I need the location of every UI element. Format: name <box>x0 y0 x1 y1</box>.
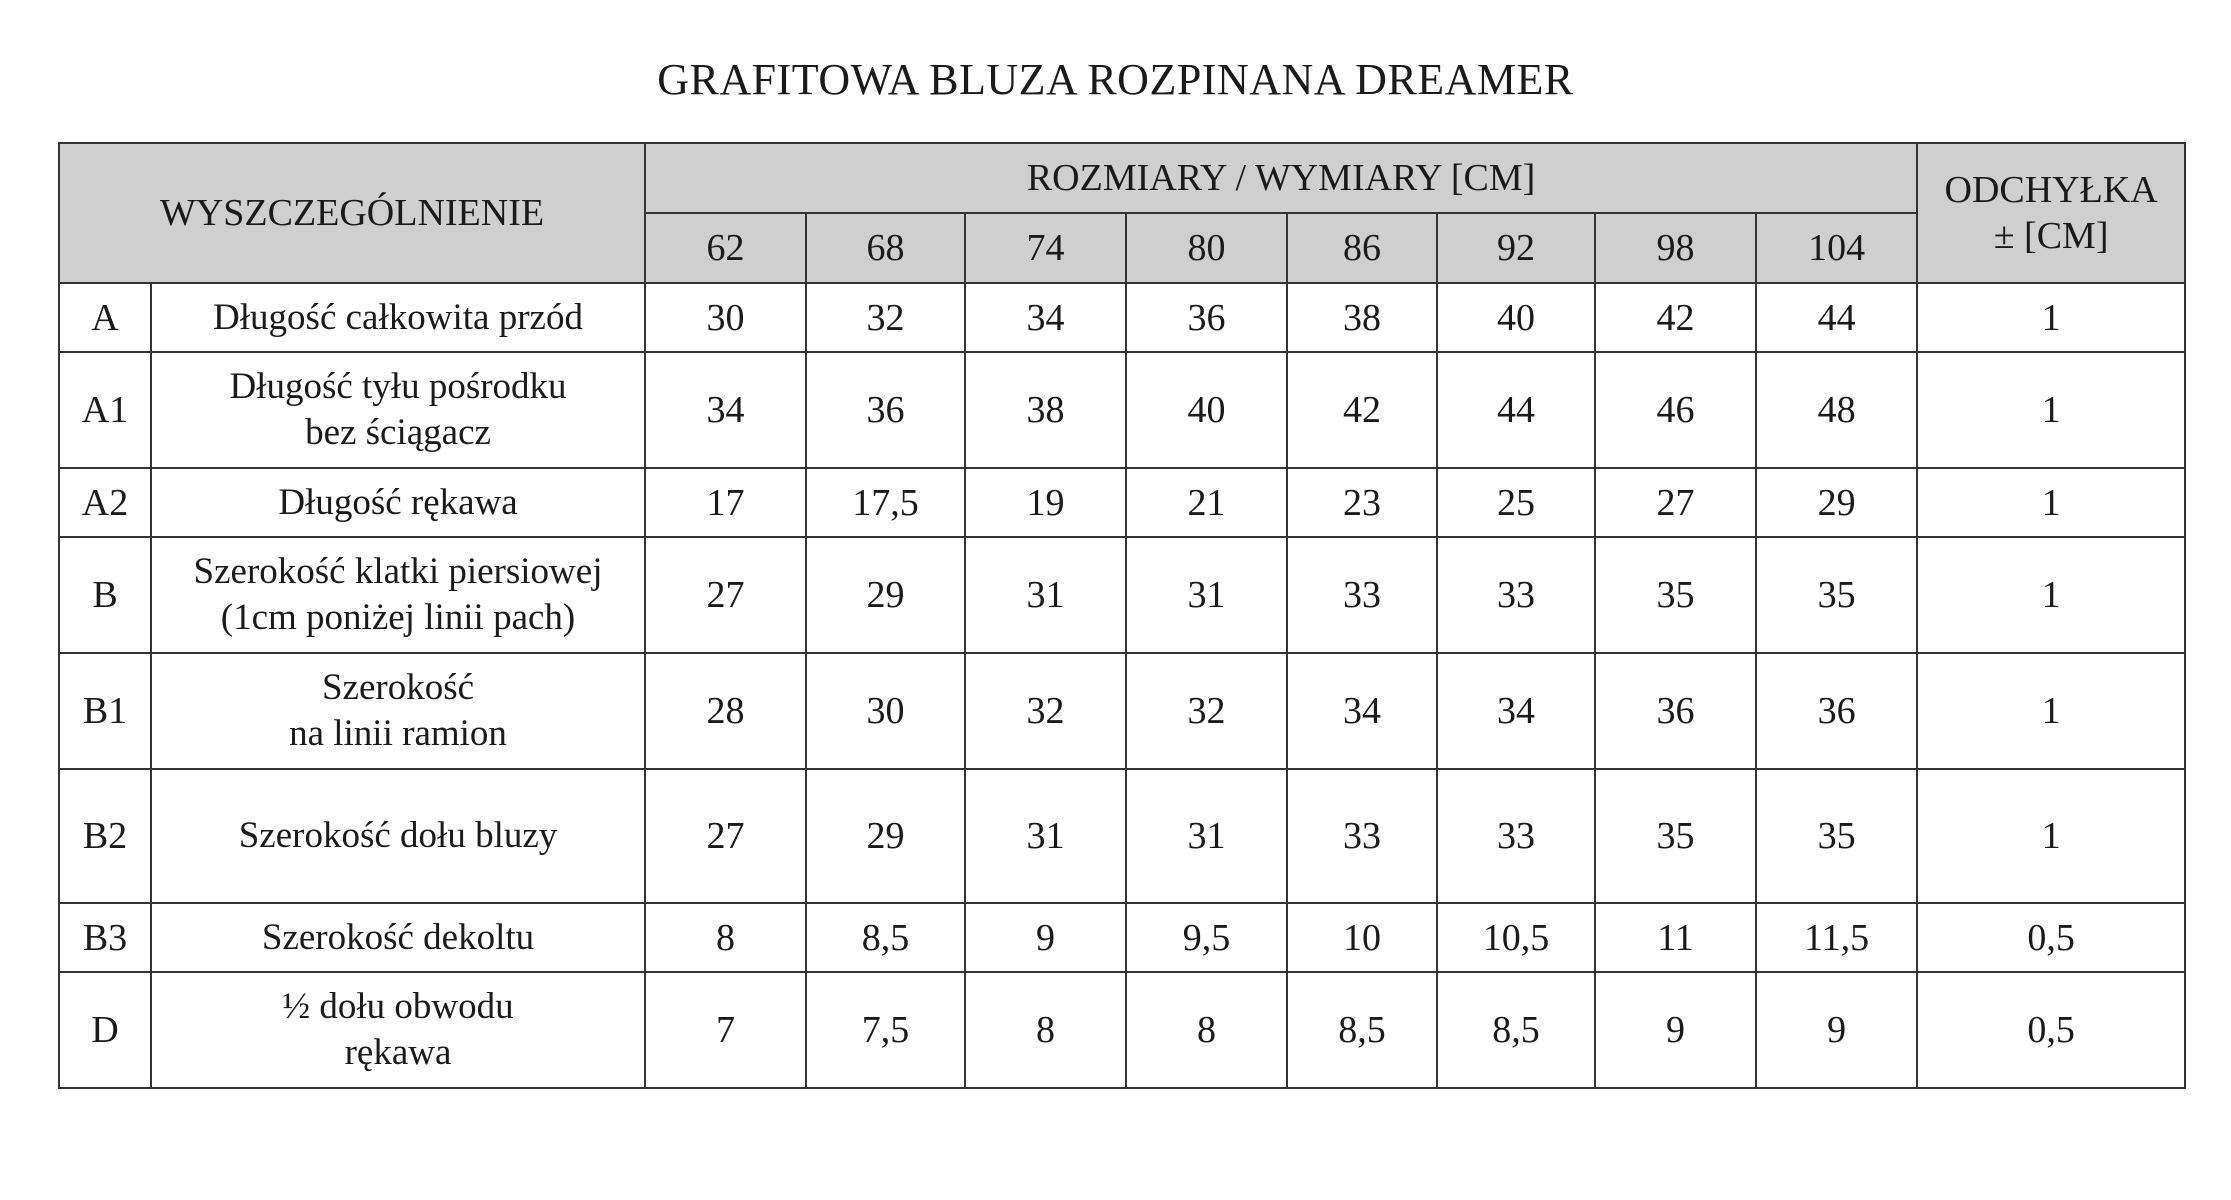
table-row <box>59 537 2185 653</box>
size-value-cell: 8 <box>1126 972 1287 1088</box>
size-value-cell: 36 <box>1756 653 1917 769</box>
size-value-cell: 25 <box>1437 468 1595 537</box>
tolerance-cell: 1 <box>1917 283 2185 352</box>
size-value-cell: 19 <box>965 468 1126 537</box>
table-body <box>59 283 2185 1088</box>
size-value-cell: 17 <box>645 468 806 537</box>
row-label: Długość tyłu pośrodku bez ściągacz <box>151 352 645 468</box>
size-value-cell: 27 <box>645 769 806 903</box>
size-header: 74 <box>965 213 1126 283</box>
size-value-cell: 34 <box>645 352 806 468</box>
size-value-cell: 42 <box>1595 283 1756 352</box>
table-header <box>59 143 2185 283</box>
row-code: B <box>59 537 151 653</box>
table-row <box>59 468 2185 537</box>
size-value-cell: 36 <box>1126 283 1287 352</box>
size-value-cell: 29 <box>806 537 965 653</box>
size-value-cell: 8,5 <box>1287 972 1437 1088</box>
size-value-cell: 38 <box>965 352 1126 468</box>
spec-header: WYSZCZEGÓLNIENIE <box>59 143 645 283</box>
tolerance-header: ODCHYŁKA ± [CM] <box>1917 143 2185 283</box>
row-code: A <box>59 283 151 352</box>
size-value-cell: 30 <box>645 283 806 352</box>
size-value-cell: 46 <box>1595 352 1756 468</box>
size-value-cell: 9 <box>1595 972 1756 1088</box>
size-value-cell: 40 <box>1437 283 1595 352</box>
size-value-cell: 33 <box>1287 769 1437 903</box>
row-label: Szerokość klatki piersiowej (1cm poniżej linii pach) <box>151 537 645 653</box>
size-value-cell: 35 <box>1595 769 1756 903</box>
size-value-cell: 28 <box>645 653 806 769</box>
tolerance-cell: 1 <box>1917 769 2185 903</box>
tolerance-cell: 1 <box>1917 653 2185 769</box>
size-value-cell: 9 <box>1756 972 1917 1088</box>
size-value-cell: 42 <box>1287 352 1437 468</box>
tolerance-cell: 0,5 <box>1917 972 2185 1088</box>
row-code: B2 <box>59 769 151 903</box>
size-value-cell: 34 <box>1437 653 1595 769</box>
size-value-cell: 7,5 <box>806 972 965 1088</box>
size-table <box>58 142 2186 1089</box>
row-label: Szerokość dołu bluzy <box>151 769 645 903</box>
size-value-cell: 17,5 <box>806 468 965 537</box>
tolerance-cell: 1 <box>1917 468 2185 537</box>
size-value-cell: 31 <box>965 769 1126 903</box>
size-value-cell: 40 <box>1126 352 1287 468</box>
size-value-cell: 9 <box>965 903 1126 972</box>
size-value-cell: 35 <box>1756 537 1917 653</box>
size-value-cell: 31 <box>1126 537 1287 653</box>
row-label: Długość całkowita przód <box>151 283 645 352</box>
row-label: Długość rękawa <box>151 468 645 537</box>
size-header: 86 <box>1287 213 1437 283</box>
size-value-cell: 36 <box>806 352 965 468</box>
size-value-cell: 35 <box>1756 769 1917 903</box>
size-value-cell: 29 <box>806 769 965 903</box>
size-value-cell: 11,5 <box>1756 903 1917 972</box>
size-value-cell: 10,5 <box>1437 903 1595 972</box>
row-code: A2 <box>59 468 151 537</box>
size-value-cell: 30 <box>806 653 965 769</box>
size-value-cell: 9,5 <box>1126 903 1287 972</box>
size-value-cell: 21 <box>1126 468 1287 537</box>
table-row <box>59 769 2185 903</box>
page-title: GRAFITOWA BLUZA ROZPINANA DREAMER <box>657 55 1574 104</box>
size-header: 104 <box>1756 213 1917 283</box>
tolerance-cell: 0,5 <box>1917 903 2185 972</box>
row-label: Szerokość dekoltu <box>151 903 645 972</box>
size-value-cell: 32 <box>1126 653 1287 769</box>
size-value-cell: 32 <box>965 653 1126 769</box>
size-value-cell: 35 <box>1595 537 1756 653</box>
size-value-cell: 32 <box>806 283 965 352</box>
size-value-cell: 38 <box>1287 283 1437 352</box>
row-code: B3 <box>59 903 151 972</box>
size-value-cell: 27 <box>645 537 806 653</box>
table-row <box>59 352 2185 468</box>
size-header: 68 <box>806 213 965 283</box>
size-value-cell: 48 <box>1756 352 1917 468</box>
size-header: 92 <box>1437 213 1595 283</box>
size-value-cell: 33 <box>1437 769 1595 903</box>
size-header: 80 <box>1126 213 1287 283</box>
size-value-cell: 34 <box>1287 653 1437 769</box>
size-value-cell: 11 <box>1595 903 1756 972</box>
size-value-cell: 8 <box>965 972 1126 1088</box>
row-label: ½ dołu obwodu rękawa <box>151 972 645 1088</box>
size-value-cell: 33 <box>1437 537 1595 653</box>
row-label: Szerokość na linii ramion <box>151 653 645 769</box>
size-value-cell: 34 <box>965 283 1126 352</box>
size-value-cell: 33 <box>1287 537 1437 653</box>
table-row <box>59 903 2185 972</box>
size-value-cell: 27 <box>1595 468 1756 537</box>
size-header: 98 <box>1595 213 1756 283</box>
table-row <box>59 283 2185 352</box>
size-header: 62 <box>645 213 806 283</box>
row-code: A1 <box>59 352 151 468</box>
row-code: D <box>59 972 151 1088</box>
size-value-cell: 31 <box>1126 769 1287 903</box>
size-value-cell: 23 <box>1287 468 1437 537</box>
tolerance-cell: 1 <box>1917 352 2185 468</box>
size-value-cell: 8,5 <box>1437 972 1595 1088</box>
table-row <box>59 653 2185 769</box>
size-value-cell: 36 <box>1595 653 1756 769</box>
size-value-cell: 10 <box>1287 903 1437 972</box>
size-value-cell: 29 <box>1756 468 1917 537</box>
row-code: B1 <box>59 653 151 769</box>
size-value-cell: 8,5 <box>806 903 965 972</box>
size-value-cell: 31 <box>965 537 1126 653</box>
table-row <box>59 972 2185 1088</box>
tolerance-cell: 1 <box>1917 537 2185 653</box>
size-value-cell: 8 <box>645 903 806 972</box>
sizes-header: ROZMIARY / WYMIARY [CM] <box>645 143 1917 213</box>
size-value-cell: 7 <box>645 972 806 1088</box>
size-value-cell: 44 <box>1756 283 1917 352</box>
size-value-cell: 44 <box>1437 352 1595 468</box>
